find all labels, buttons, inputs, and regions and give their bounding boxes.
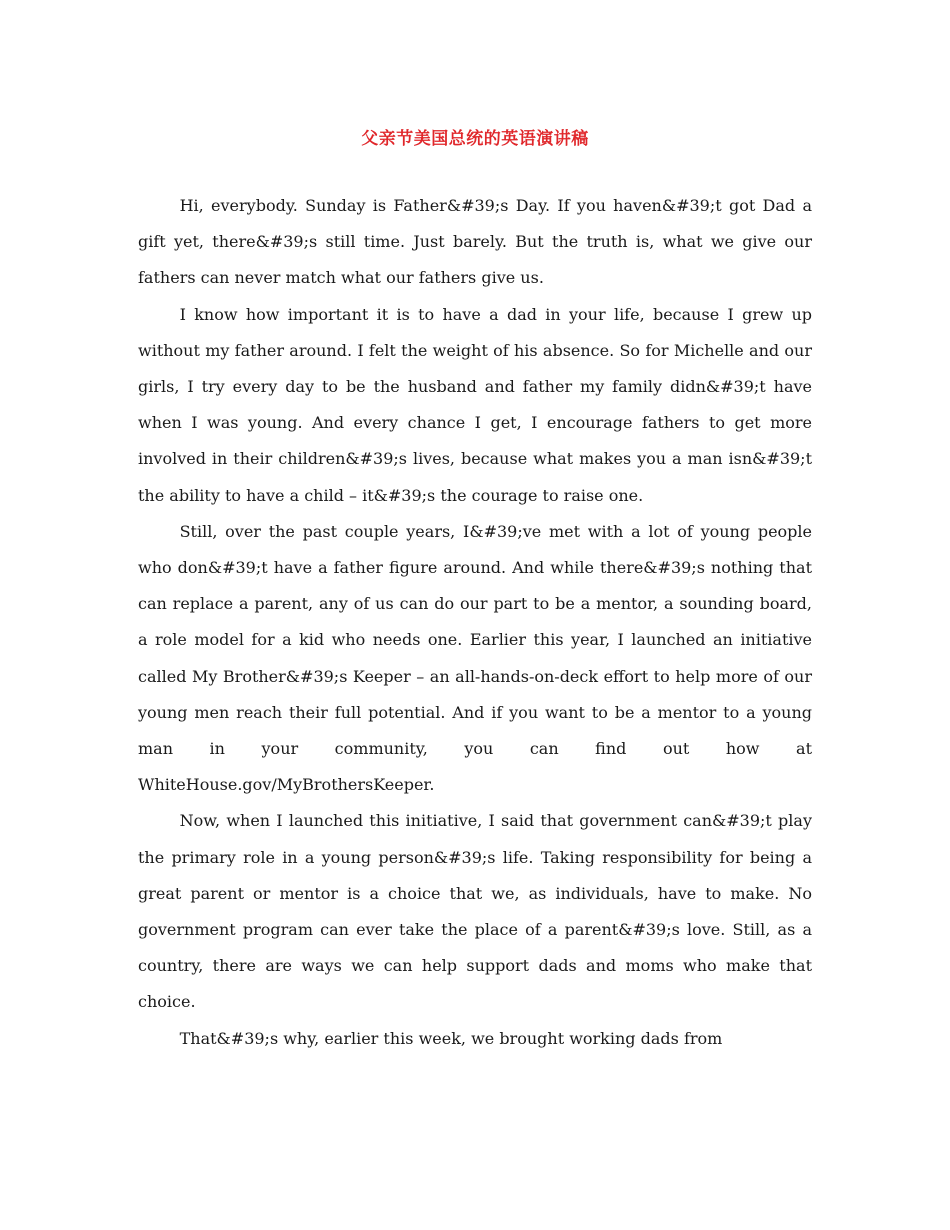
document-body bbox=[138, 188, 812, 1057]
paragraph-1: Hi, everybody. Sunday is Father&#39;s Day. If you haven&#39;t got Dad a gift yet, there&#39;s still time. Just barely. But the truth is, what we give our fathers can never match what our fathers give us. bbox=[138, 196, 812, 288]
paragraph-3: Still, over the past couple years, I&#39;ve met with a lot of young people who don&#39;t have a father figure around. And while there&#39;s nothing that can replace a parent, any of us can do our part to be a mentor, a sounding board, a role model for a kid who needs one. Earlier this year, I launched an initiative called My Brother&#39;s Keeper – an all-hands-on-deck effort to help more of our young men reach their full potential. And if you want to be a mentor to a young man in your community, you can find out how at WhiteHouse.gov/MyBrothersKeeper. bbox=[138, 521, 812, 795]
paragraph-4: Now, when I launched this initiative, I said that government can&#39;t play the primary role in a young person&#39;s life. Taking responsibility for being a great parent or mentor is a choice that we, as individuals, have to make. No government program can ever take the place of a parent&#39;s love. Still, as a country, there are ways we can help support dads and moms who make that choice. bbox=[138, 811, 812, 1012]
document-title: 父亲节美国总统的英语演讲稿 bbox=[361, 129, 589, 149]
paragraph-2: I know how important it is to have a dad in your life, because I grew up without my father around. I felt the weight of his absence. So for Michelle and our girls, I try every day to be the husband and father my family didn&#39;t have when I was young. And every chance I get, I encourage fathers to get more involved in their children&#39;s lives, because what makes you a man isn&#39;t the ability to have a child – it&#39;s the courage to raise one. bbox=[138, 304, 812, 505]
paragraph-5: That&#39;s why, earlier this week, we brought working dads from bbox=[179, 1028, 723, 1048]
